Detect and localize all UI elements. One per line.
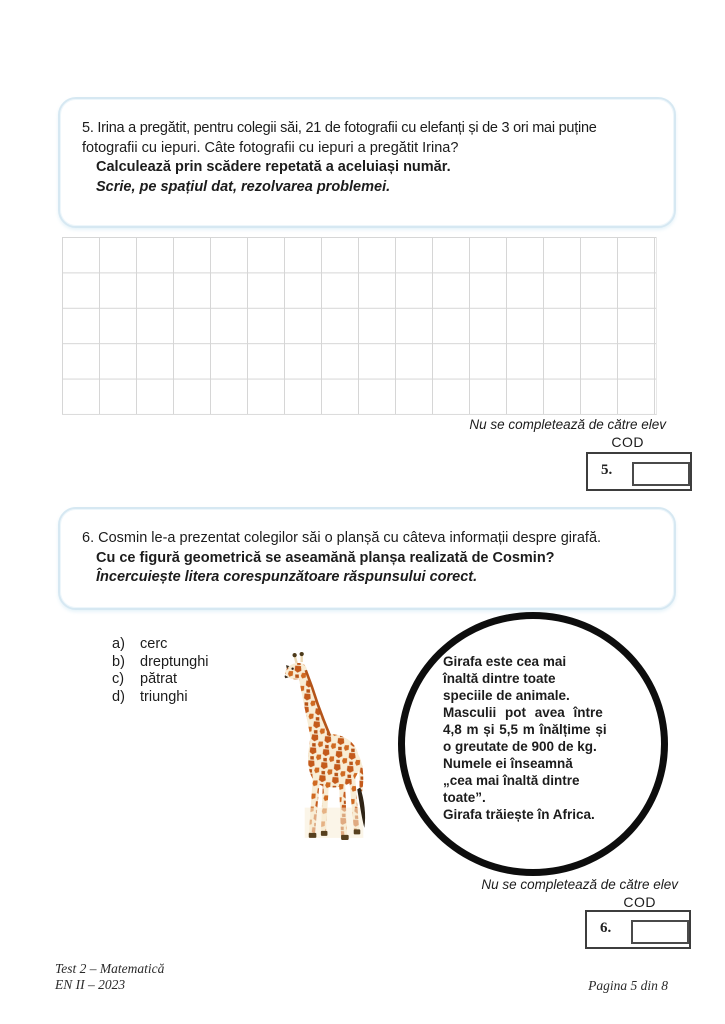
giraffe-info-circle <box>398 612 668 876</box>
cod-box-q5-number: 5. <box>601 462 613 478</box>
question5-line2: fotografii cu iepuri. Câte fotografii cu iepuri a pregătit Irina? <box>82 139 459 156</box>
option-c <box>112 671 209 689</box>
option-b-label: dreptunghi <box>140 653 209 670</box>
question5-box <box>58 97 676 228</box>
answer-grid-workspace <box>62 237 657 415</box>
staff-note-q5 <box>469 417 666 450</box>
option-d-letter: d) <box>112 688 125 705</box>
option-b <box>112 654 209 672</box>
info-line: „cea mai înaltă dintre <box>443 773 580 788</box>
option-d-label: triunghi <box>140 688 188 705</box>
cod-label: COD <box>623 894 656 910</box>
option-a-letter: a) <box>112 636 125 652</box>
info-line: Girafa trăiește în Africa. <box>443 807 595 822</box>
footer-page-number: Pagina 5 din 8 <box>588 978 668 993</box>
info-line: 4,8 m și 5,5 m înălțime și <box>443 722 607 737</box>
giraffe-info-text <box>443 653 639 823</box>
question5-instruction-italic: Scrie, pe spațiul dat, rezolvarea problemei. <box>96 178 391 195</box>
footer-left <box>55 961 164 993</box>
info-line: speciile de animale. <box>443 688 570 703</box>
cod-box-q6-number: 6. <box>600 920 612 936</box>
question5-instruction-bold: Calculează prin scădere repetată a aceluiași număr. <box>96 159 451 175</box>
staff-note-q6 <box>481 877 678 910</box>
info-line: o greutate de 900 de kg. <box>443 739 597 754</box>
giraffe-image <box>270 648 394 846</box>
option-b-letter: b) <box>112 653 125 670</box>
answer-options <box>112 636 209 706</box>
cod-label: COD <box>611 434 644 450</box>
question6-question-bold: Cu ce figură geometrică se aseamănă planșa realizată de Cosmin? <box>96 549 555 566</box>
question5-text <box>60 99 674 197</box>
option-c-letter: c) <box>112 671 125 687</box>
question6-line1: 6. Cosmin le-a prezentat colegilor săi o planșă cu câteva informații despre girafă. <box>82 530 602 546</box>
option-a <box>112 636 209 654</box>
option-c-label: pătrat <box>140 671 178 687</box>
footer-test-title: Test 2 – Matematică <box>55 961 165 976</box>
option-a-label: cerc <box>140 636 168 652</box>
info-line: înaltă dintre toate <box>443 671 556 686</box>
cod-box-q6 <box>585 910 691 949</box>
cod-box-q5-score-field <box>632 462 690 486</box>
question6-box <box>58 507 676 610</box>
giraffe-ossicone-tip <box>293 653 297 657</box>
info-line: toate”. <box>443 790 486 805</box>
cod-box-q6-score-field <box>631 920 689 944</box>
question6-instruction-italic: Încercuiește litera corespunzătoare răspunsului corect. <box>96 569 478 585</box>
info-line: Numele ei înseamnă <box>443 756 573 771</box>
info-line: Girafa este cea mai <box>443 654 567 669</box>
cod-box-q5 <box>586 452 692 491</box>
option-d <box>112 689 209 707</box>
info-line: Masculii pot avea între <box>443 705 603 720</box>
question5-line1: 5. Irina a pregătit, pentru colegii săi, 21 de fotografii cu elefanți și de 3 ori mai puține <box>82 120 597 136</box>
staff-note-text: Nu se completează de către elev <box>481 877 678 892</box>
question6-text <box>60 509 674 588</box>
footer-exam-year: EN II – 2023 <box>55 977 126 992</box>
staff-note-text: Nu se completează de către elev <box>469 417 666 432</box>
